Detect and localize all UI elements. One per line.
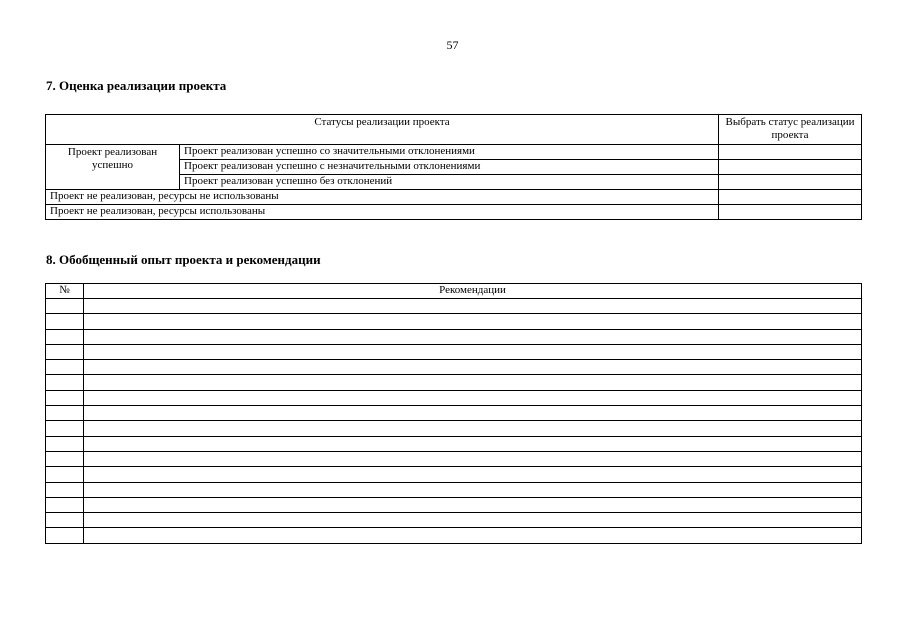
status-choice-cell[interactable]	[719, 175, 862, 190]
recommendation-number-cell[interactable]	[46, 421, 84, 436]
recommendation-row	[46, 467, 862, 482]
project-status-table	[45, 114, 862, 220]
section-8-title: 8. Обобщенный опыт проекта и рекомендации	[46, 252, 321, 267]
success-group-label: Проект реализован успешно	[46, 145, 180, 190]
recommendation-text-cell[interactable]	[84, 299, 862, 314]
recommendation-number-cell[interactable]	[46, 451, 84, 466]
recommendation-text-cell[interactable]	[84, 528, 862, 543]
recommendation-text-cell[interactable]	[84, 375, 862, 390]
recommendation-number-cell[interactable]	[46, 344, 84, 359]
recommendation-number-cell[interactable]	[46, 299, 84, 314]
recommendation-number-cell[interactable]	[46, 497, 84, 512]
recommendation-number-cell[interactable]	[46, 467, 84, 482]
recommendation-text-cell[interactable]	[84, 451, 862, 466]
recommendation-number-cell[interactable]	[46, 360, 84, 375]
recommendation-row	[46, 344, 862, 359]
recommendation-row	[46, 451, 862, 466]
status-option-label: Проект реализован успешно с незначительными отклонениями	[180, 160, 719, 175]
status-row	[46, 190, 862, 205]
recommendation-text-cell[interactable]	[84, 513, 862, 528]
recommendations-table	[45, 283, 862, 544]
recommendation-number-cell[interactable]	[46, 314, 84, 329]
recommendation-row	[46, 299, 862, 314]
status-choice-cell[interactable]	[719, 145, 862, 160]
recommendation-number-cell[interactable]	[46, 375, 84, 390]
recommendation-row	[46, 436, 862, 451]
recommendation-text-cell[interactable]	[84, 482, 862, 497]
choose-status-header: Выбрать статус реализации проекта	[719, 115, 862, 145]
recommendation-row	[46, 406, 862, 421]
recommendations-header-row	[46, 284, 862, 299]
recommendation-row	[46, 390, 862, 405]
recommendation-text-cell[interactable]	[84, 329, 862, 344]
recommendation-number-cell[interactable]	[46, 390, 84, 405]
recommendation-number-cell[interactable]	[46, 406, 84, 421]
recommendation-row	[46, 482, 862, 497]
status-option-label: Проект не реализован, ресурсы не использованы	[46, 190, 719, 205]
recommendations-body	[46, 299, 862, 544]
recommendations-header: Рекомендации	[84, 284, 862, 299]
status-option-label: Проект реализован успешно без отклонений	[180, 175, 719, 190]
status-option-label: Проект реализован успешно со значительными отклонениями	[180, 145, 719, 160]
status-choice-cell[interactable]	[719, 205, 862, 220]
status-choice-cell[interactable]	[719, 190, 862, 205]
status-row	[46, 145, 862, 160]
status-row	[46, 205, 862, 220]
recommendation-number-cell[interactable]	[46, 513, 84, 528]
number-header: №	[46, 284, 84, 299]
status-option-label: Проект не реализован, ресурсы использованы	[46, 205, 719, 220]
recommendation-text-cell[interactable]	[84, 390, 862, 405]
recommendation-text-cell[interactable]	[84, 406, 862, 421]
statuses-header: Статусы реализации проекта	[46, 115, 719, 145]
page-number: 57	[446, 38, 459, 52]
recommendation-text-cell[interactable]	[84, 497, 862, 512]
recommendation-number-cell[interactable]	[46, 528, 84, 543]
recommendation-number-cell[interactable]	[46, 482, 84, 497]
recommendation-row	[46, 329, 862, 344]
recommendation-row	[46, 513, 862, 528]
recommendation-text-cell[interactable]	[84, 467, 862, 482]
recommendation-text-cell[interactable]	[84, 436, 862, 451]
recommendation-number-cell[interactable]	[46, 436, 84, 451]
recommendation-row	[46, 314, 862, 329]
recommendation-text-cell[interactable]	[84, 344, 862, 359]
recommendation-row	[46, 375, 862, 390]
section-7-title: 7. Оценка реализации проекта	[46, 78, 227, 93]
recommendation-text-cell[interactable]	[84, 314, 862, 329]
recommendation-text-cell[interactable]	[84, 360, 862, 375]
recommendation-row	[46, 497, 862, 512]
recommendation-row	[46, 421, 862, 436]
recommendation-row	[46, 360, 862, 375]
recommendation-number-cell[interactable]	[46, 329, 84, 344]
recommendation-text-cell[interactable]	[84, 421, 862, 436]
status-table-header-row	[46, 115, 862, 145]
status-choice-cell[interactable]	[719, 160, 862, 175]
recommendation-row	[46, 528, 862, 543]
